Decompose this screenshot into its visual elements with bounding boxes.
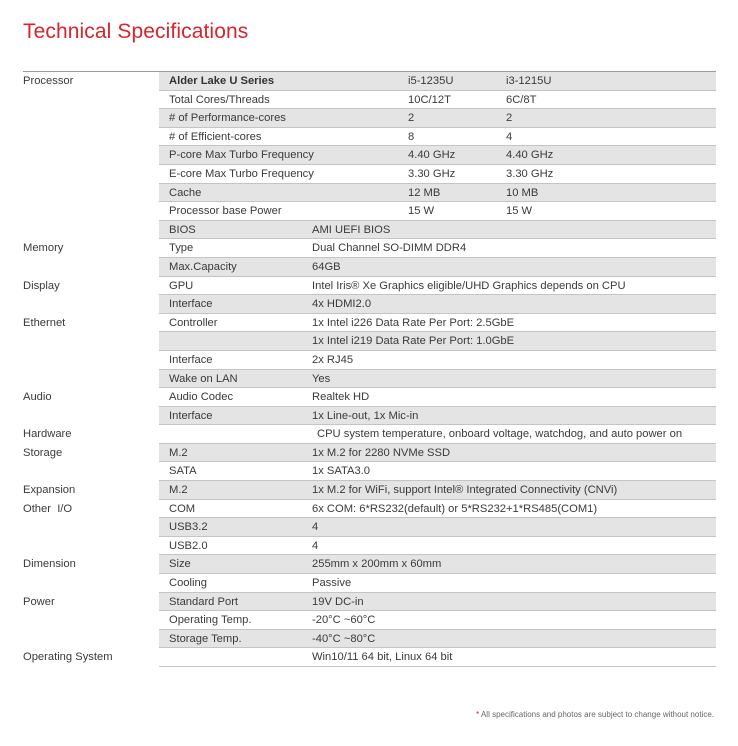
spec-value: 4 bbox=[506, 130, 513, 143]
table-row bbox=[23, 128, 716, 147]
spec-label: Interface bbox=[169, 298, 213, 311]
spec-value: Passive bbox=[312, 577, 352, 590]
spec-label: Total Cores/Threads bbox=[169, 93, 270, 106]
table-row bbox=[23, 258, 716, 277]
category-label bbox=[23, 332, 159, 351]
category-label: Storage bbox=[23, 446, 63, 459]
table-row bbox=[23, 555, 716, 574]
spec-value: 4x HDMI2.0 bbox=[312, 298, 372, 311]
spec-label: GPU bbox=[169, 279, 194, 292]
cpu-model-2: i3-1215U bbox=[506, 75, 552, 87]
category-label: Other I/O bbox=[23, 502, 73, 515]
cpu-model-1: i5-1235U bbox=[408, 75, 454, 87]
spec-value: 4.40 GHz bbox=[408, 149, 456, 162]
footnote-text: All specifications and photos are subject to change without notice. bbox=[479, 710, 714, 719]
spec-label: Max.Capacity bbox=[169, 260, 237, 273]
category-label bbox=[23, 221, 159, 240]
category-label: Memory bbox=[23, 242, 64, 255]
spec-value: 1x M.2 for 2280 NVMe SSD bbox=[312, 446, 451, 459]
spec-label: Size bbox=[169, 558, 191, 571]
spec-value: 1x Intel i219 Data Rate Per Port: 1.0GbE bbox=[312, 335, 515, 348]
spec-label: Wake on LAN bbox=[169, 372, 238, 385]
spec-value: 6x COM: 6*RS232(default) or 5*RS232+1*RS485(COM1) bbox=[312, 502, 598, 515]
series-header: Alder Lake U Series bbox=[169, 75, 275, 87]
table-row bbox=[23, 351, 716, 370]
spec-label: COM bbox=[169, 502, 196, 515]
table-row bbox=[23, 388, 716, 407]
category-label bbox=[23, 295, 159, 314]
spec-value: 1x Line-out, 1x Mic-in bbox=[312, 409, 419, 422]
table-row bbox=[23, 91, 716, 110]
spec-value: AMI UEFI BIOS bbox=[312, 223, 391, 236]
table-row bbox=[23, 277, 716, 296]
spec-label: E-core Max Turbo Frequency bbox=[169, 167, 314, 180]
table-row bbox=[23, 518, 716, 537]
table-row bbox=[23, 239, 716, 258]
category-label bbox=[23, 351, 159, 370]
spec-value: 15 W bbox=[506, 205, 533, 218]
spec-label: # of Performance-cores bbox=[169, 112, 286, 125]
spec-value: Yes bbox=[312, 372, 331, 385]
table-row bbox=[23, 109, 716, 128]
table-row bbox=[23, 295, 716, 314]
spec-label: USB2.0 bbox=[169, 539, 208, 552]
table-row bbox=[23, 648, 716, 667]
spec-value: 8 bbox=[408, 130, 415, 143]
spec-label: Standard Port bbox=[169, 595, 239, 608]
spec-value: 4.40 GHz bbox=[506, 149, 554, 162]
table-row bbox=[23, 314, 716, 333]
table-row bbox=[23, 462, 716, 481]
table-row bbox=[23, 593, 716, 612]
spec-value: CPU system temperature, onboard voltage, watchdog, and auto power on bbox=[317, 428, 683, 441]
spec-value: 3.30 GHz bbox=[408, 167, 456, 180]
spec-value: -40°C ~80°C bbox=[312, 632, 376, 645]
category-label: Expansion bbox=[23, 484, 76, 497]
category-label bbox=[23, 518, 159, 537]
table-row bbox=[23, 574, 716, 593]
spec-label: Interface bbox=[169, 353, 213, 366]
spec-value: 2x RJ45 bbox=[312, 353, 354, 366]
spec-label: Storage Temp. bbox=[169, 632, 242, 645]
category-label: Display bbox=[23, 279, 60, 292]
spec-value: 2 bbox=[408, 112, 415, 125]
table-row bbox=[23, 72, 716, 91]
spec-label: Type bbox=[169, 242, 194, 255]
category-label bbox=[23, 407, 159, 426]
table-row bbox=[23, 444, 716, 463]
spec-label: BIOS bbox=[169, 223, 196, 236]
category-label: Power bbox=[23, 595, 55, 608]
spec-label: Audio Codec bbox=[169, 391, 234, 404]
footnote bbox=[476, 710, 714, 719]
spec-value: Win10/11 64 bit, Linux 64 bit bbox=[312, 651, 453, 664]
spec-value: Realtek HD bbox=[312, 391, 370, 404]
table-row bbox=[23, 332, 716, 351]
category-label: Dimension bbox=[23, 558, 76, 571]
category-label bbox=[23, 630, 159, 649]
spec-value: 64GB bbox=[312, 260, 341, 273]
spec-label: Interface bbox=[169, 409, 213, 422]
category-label bbox=[23, 611, 159, 630]
table-row bbox=[23, 481, 716, 500]
spec-value: 19V DC-in bbox=[312, 595, 364, 608]
spec-value: 12 MB bbox=[408, 186, 441, 199]
spec-label: Operating Temp. bbox=[169, 614, 252, 627]
category-label: Ethernet bbox=[23, 316, 66, 329]
table-row bbox=[23, 537, 716, 556]
table-row bbox=[23, 425, 716, 444]
page-title: Technical Specifications bbox=[23, 20, 249, 43]
table-row bbox=[23, 407, 716, 426]
table-row bbox=[23, 146, 716, 165]
spec-label: M.2 bbox=[169, 446, 188, 459]
spec-value: 1x Intel i226 Data Rate Per Port: 2.5GbE bbox=[312, 316, 515, 329]
spec-table bbox=[23, 72, 716, 667]
footnote-asterisk: * bbox=[476, 710, 480, 719]
category-label bbox=[23, 574, 159, 593]
spec-value: Dual Channel SO-DIMM DDR4 bbox=[312, 242, 467, 255]
spec-value: 10C/12T bbox=[408, 93, 451, 106]
table-row bbox=[23, 202, 716, 221]
spec-label: P-core Max Turbo Frequency bbox=[169, 149, 314, 162]
spec-value: 1x SATA3.0 bbox=[312, 465, 371, 478]
category-label bbox=[23, 462, 159, 481]
table-row bbox=[23, 370, 716, 389]
category-label: Hardware bbox=[23, 428, 72, 441]
spec-label: Cooling bbox=[169, 577, 207, 590]
category-label: Audio bbox=[23, 391, 52, 404]
spec-value: 6C/8T bbox=[506, 93, 537, 106]
category-label bbox=[23, 537, 159, 556]
table-row bbox=[23, 221, 716, 240]
spec-label: M.2 bbox=[169, 484, 188, 497]
spec-label: # of Efficient-cores bbox=[169, 130, 262, 143]
table-row bbox=[23, 165, 716, 184]
spec-value: 1x M.2 for WiFi, support Intel® Integrated Connectivity (CNVi) bbox=[312, 484, 618, 497]
spec-value: 15 W bbox=[408, 205, 435, 218]
spec-value: 3.30 GHz bbox=[506, 167, 554, 180]
spec-label: Cache bbox=[169, 186, 202, 199]
category-label: Operating System bbox=[23, 651, 113, 664]
table-row bbox=[23, 630, 716, 649]
spec-value: -20°C ~60°C bbox=[312, 614, 376, 627]
spec-label: USB3.2 bbox=[169, 521, 208, 534]
category-label bbox=[23, 370, 159, 389]
spec-value: 2 bbox=[506, 112, 513, 125]
table-row bbox=[23, 500, 716, 519]
category-label bbox=[23, 258, 159, 277]
table-row bbox=[23, 611, 716, 630]
table-row bbox=[23, 184, 716, 203]
spec-value: 255mm x 200mm x 60mm bbox=[312, 558, 442, 571]
spec-label: Controller bbox=[169, 316, 218, 329]
spec-value: 4 bbox=[312, 521, 319, 534]
spec-label: SATA bbox=[169, 465, 197, 478]
category-label: Processor bbox=[23, 75, 74, 87]
spec-value: 4 bbox=[312, 539, 319, 552]
spec-label: Processor base Power bbox=[169, 205, 282, 218]
spec-value: Intel Iris® Xe Graphics eligible/UHD Graphics depends on CPU bbox=[312, 279, 626, 292]
spec-value: 10 MB bbox=[506, 186, 539, 199]
